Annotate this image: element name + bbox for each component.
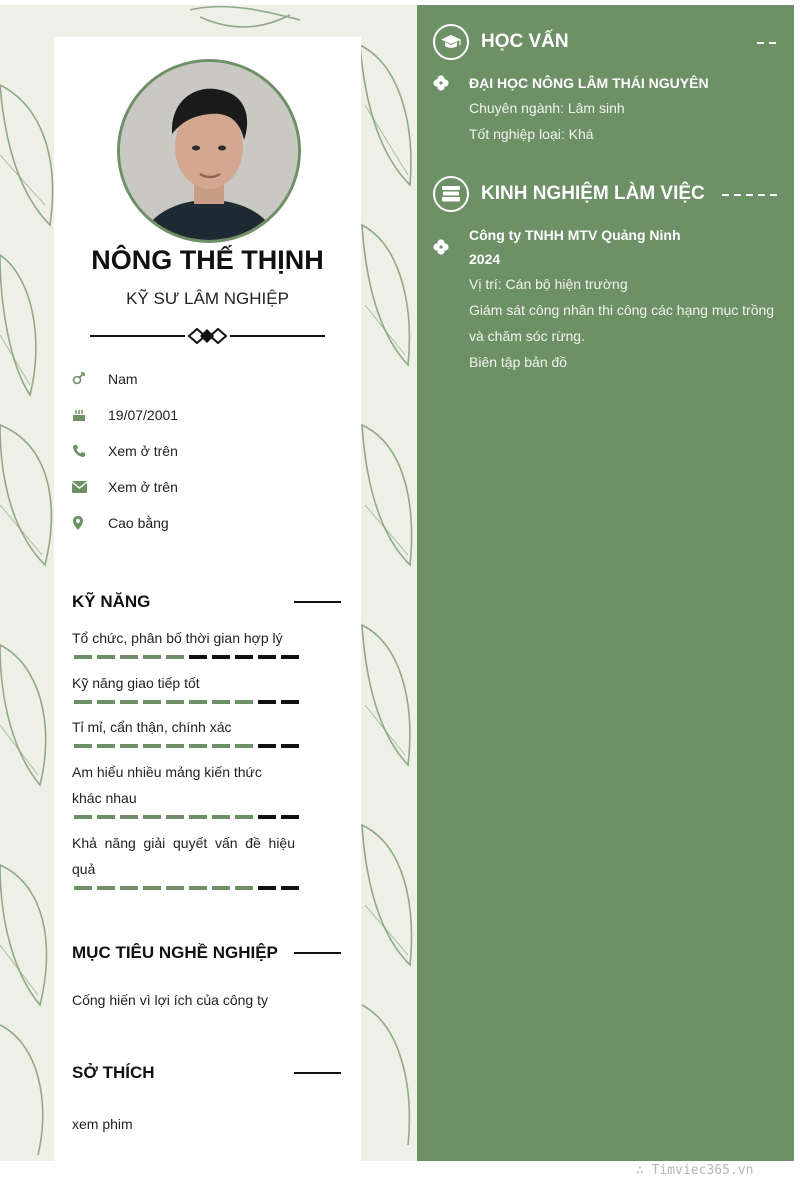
skill-name: Am hiểu nhiều mảng kiến thức khác nhau xyxy=(72,764,262,806)
experience-year: 2024 xyxy=(469,251,501,267)
education-header xyxy=(433,24,569,60)
books-icon xyxy=(433,176,469,212)
experience-desc-line: và chăm sóc rừng. xyxy=(469,328,585,344)
phone-row xyxy=(72,441,178,461)
objective-heading: MỤC TIÊU NGHỀ NGHIỆP xyxy=(72,943,278,962)
skill-bar-segment xyxy=(143,700,161,704)
skill-bar-segment xyxy=(166,655,184,659)
skill-bar-segment xyxy=(281,815,299,819)
watermark: ∴ Timviec365.vn xyxy=(636,1163,754,1178)
skill-bar-segment xyxy=(235,886,253,890)
skill-bar-segment xyxy=(212,815,230,819)
skill-bar-segment xyxy=(258,886,276,890)
objective-heading-line xyxy=(294,952,341,954)
skill-name: Tỉ mỉ, cẩn thận, chính xác xyxy=(72,719,232,735)
skill-bar-segment xyxy=(143,886,161,890)
experience-position: Vị trí: Cán bộ hiện trường xyxy=(469,276,628,292)
full-name: NÔNG THẾ THỊNH xyxy=(91,245,324,275)
skill-level-bar xyxy=(74,700,299,704)
right-column xyxy=(417,5,794,1161)
job-title: KỸ SƯ LÂM NGHIỆP xyxy=(126,289,289,308)
experience-desc-line: Giám sát công nhân thi công các hạng mục trồng xyxy=(469,302,775,318)
skill-bar-segment xyxy=(258,815,276,819)
skills-heading-line xyxy=(294,601,341,603)
education-heading: HỌC VẤN xyxy=(481,31,569,52)
skill-name: Kỹ năng giao tiếp tốt xyxy=(72,675,200,691)
skills-heading: KỸ NĂNG xyxy=(72,592,151,611)
skill-bar-segment xyxy=(189,655,207,659)
phone-icon xyxy=(72,444,108,458)
skill-bar-segment xyxy=(143,815,161,819)
skill-bar-segment xyxy=(120,886,138,890)
skill-bar-segment xyxy=(258,655,276,659)
skill-bar-segment xyxy=(189,744,207,748)
gender-row xyxy=(72,369,138,389)
skill-bar-segment xyxy=(235,744,253,748)
cv-page xyxy=(0,5,794,1161)
gender-value: Nam xyxy=(108,371,138,387)
skill-bar-segment xyxy=(281,655,299,659)
skill-bar-segment xyxy=(189,886,207,890)
gender-icon xyxy=(72,372,108,386)
education-grade: Tốt nghiệp loại: Khá xyxy=(469,126,594,142)
education-heading-dashes xyxy=(757,42,779,44)
flower-bullet-icon xyxy=(433,239,449,255)
skill-level-bar xyxy=(74,655,299,659)
skill-bar-segment xyxy=(97,886,115,890)
skill-level-bar xyxy=(74,744,299,748)
skill-level-bar xyxy=(74,886,299,890)
hobbies-text: xem phim xyxy=(72,1116,133,1132)
skill-name: Tổ chức, phân bố thời gian hợp lý xyxy=(72,630,283,646)
address-row xyxy=(72,513,169,533)
email-row xyxy=(72,477,178,497)
birthday-row xyxy=(72,405,178,425)
skill-bar-segment xyxy=(189,700,207,704)
skill-bar-segment xyxy=(235,815,253,819)
skill-bar-segment xyxy=(74,744,92,748)
skill-bar-segment xyxy=(74,815,92,819)
skill-name: Khả năng giải quyết vấn đề hiệu quả xyxy=(72,835,295,877)
birthday-value: 19/07/2001 xyxy=(108,407,179,423)
address-value: Cao bằng xyxy=(108,515,169,531)
map-pin-icon xyxy=(72,516,108,530)
experience-heading: KINH NGHIỆM LÀM VIỆC xyxy=(481,183,705,204)
phone-value: Xem ở trên xyxy=(108,443,178,459)
person-photo-icon xyxy=(120,62,298,240)
skill-bar-segment xyxy=(212,744,230,748)
skill-bar-segment xyxy=(212,886,230,890)
skill-bar-segment xyxy=(258,744,276,748)
skill-bar-segment xyxy=(97,815,115,819)
education-school: ĐẠI HỌC NÔNG LÂM THÁI NGUYÊN xyxy=(469,75,709,91)
skill-bar-segment xyxy=(120,655,138,659)
education-major: Chuyên ngành: Lâm sinh xyxy=(469,100,625,116)
skill-bar-segment xyxy=(120,700,138,704)
hobbies-heading-line xyxy=(294,1072,341,1074)
experience-header xyxy=(433,176,705,212)
skill-bar-segment xyxy=(74,700,92,704)
envelope-icon xyxy=(72,481,108,493)
graduation-cap-icon xyxy=(433,24,469,60)
skill-bar-segment xyxy=(212,655,230,659)
experience-desc-line: Biên tập bản đồ xyxy=(469,354,568,370)
skill-bar-segment xyxy=(143,744,161,748)
skill-bar-segment xyxy=(74,886,92,890)
skill-bar-segment xyxy=(281,700,299,704)
hobbies-heading: SỞ THÍCH xyxy=(72,1063,155,1082)
skill-bar-segment xyxy=(143,655,161,659)
skill-bar-segment xyxy=(281,886,299,890)
experience-heading-dashes xyxy=(722,194,780,196)
skill-bar-segment xyxy=(166,886,184,890)
skill-bar-segment xyxy=(235,700,253,704)
skill-bar-segment xyxy=(281,744,299,748)
experience-company: Công ty TNHH MTV Quảng Ninh xyxy=(469,227,681,243)
skill-bar-segment xyxy=(166,700,184,704)
skill-bar-segment xyxy=(97,744,115,748)
skill-bar-segment xyxy=(74,655,92,659)
objective-text: Cống hiến vì lợi ích của công ty xyxy=(72,992,268,1008)
skill-bar-segment xyxy=(189,815,207,819)
profile-card xyxy=(54,37,361,1161)
skill-bar-segment xyxy=(120,815,138,819)
skill-bar-segment xyxy=(212,700,230,704)
skill-bar-segment xyxy=(166,744,184,748)
skill-bar-segment xyxy=(97,700,115,704)
flower-bullet-icon xyxy=(433,75,449,91)
skill-level-bar xyxy=(74,815,299,819)
avatar xyxy=(117,59,301,243)
email-value: Xem ở trên xyxy=(108,479,178,495)
birthday-cake-icon xyxy=(72,408,108,422)
skill-bar-segment xyxy=(120,744,138,748)
skill-bar-segment xyxy=(97,655,115,659)
ornament-divider xyxy=(90,328,325,344)
skill-bar-segment xyxy=(166,815,184,819)
skill-bar-segment xyxy=(235,655,253,659)
skill-bar-segment xyxy=(258,700,276,704)
